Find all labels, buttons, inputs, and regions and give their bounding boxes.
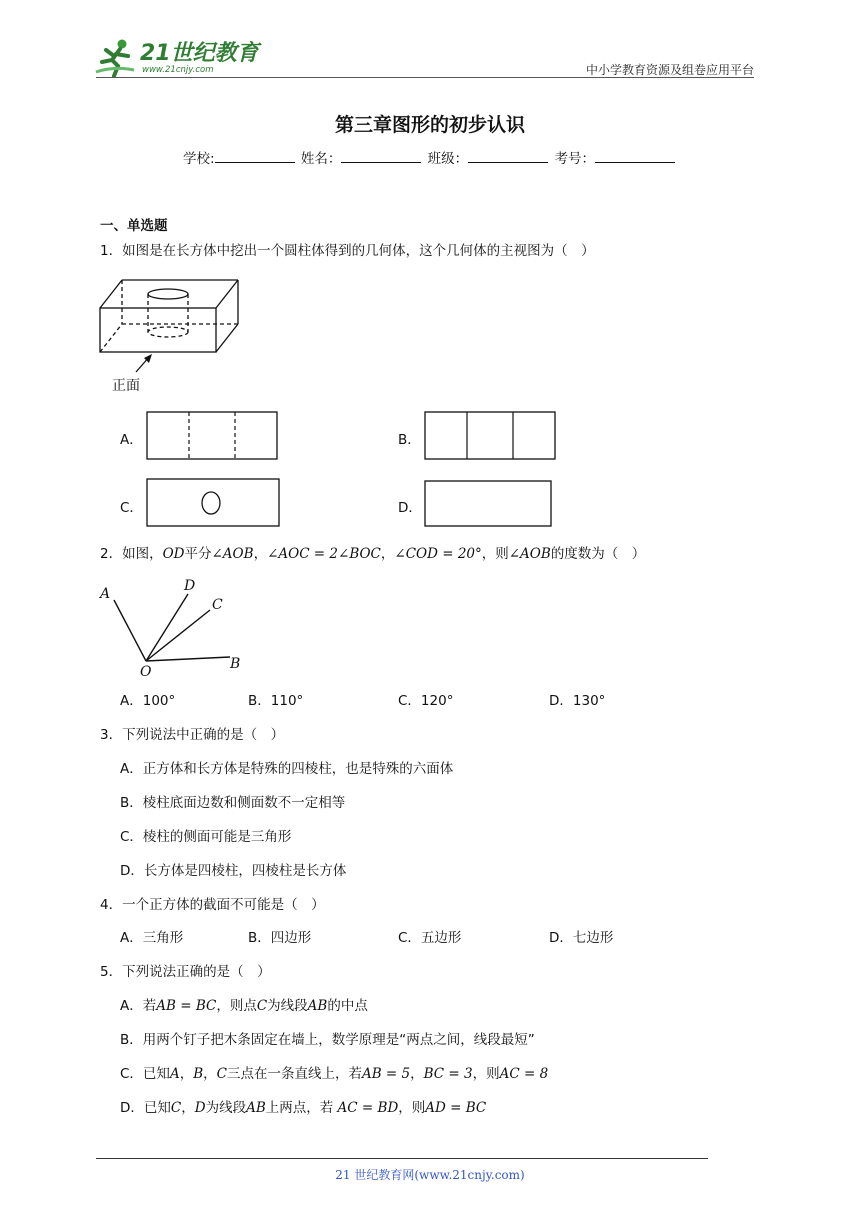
point-o-label: O [140,664,152,680]
q1-option-a-label[interactable]: A． [120,432,143,448]
q2-od: OD [162,546,185,562]
q1-option-a-figure[interactable] [146,411,278,460]
runner-icon [96,40,134,77]
q5-c-comma-3: ， [410,1066,424,1082]
section-heading: 一、单选题 [100,218,168,234]
q5-d-math-ac-bd: AC = BD [337,1100,399,1116]
q5-d-text-3: 上两点，若 [265,1100,338,1116]
q1-option-d-figure[interactable] [424,480,552,527]
class-label: 班级： [427,151,469,167]
footer-link[interactable]: 21 世纪教育网(www.21cnjy.com) [335,1168,525,1182]
q2-angle-figure [96,576,248,680]
q5-a-math-2: C [256,998,268,1014]
q5-d-math-ab: AB [246,1100,266,1116]
q2-option-c[interactable]: C．120° [398,693,454,709]
q4-stem: 4．一个正方体的截面不可能是（ ） [100,897,325,913]
logo-url: www.21cnjy.com [142,65,214,75]
exam-no-blank [595,149,675,163]
q2-num: 2．如图， [100,546,163,562]
q5-c-text-3: ，则 [472,1066,500,1082]
logo-text: 21世纪教育 [140,41,259,66]
q5-c-text-1: C．已知 [120,1066,170,1082]
q5-c-math-b: B [193,1066,204,1082]
q5-d-math-ad-bc: AD = BC [425,1100,487,1116]
q5-a-text-2: ，则点 [216,998,257,1014]
q5-a-text-3: 为线段 [267,998,308,1014]
q2-stem [100,545,645,563]
student-info-row [0,147,860,167]
q4-option-b[interactable]: B．四边形 [248,930,312,946]
q1-option-b-figure[interactable] [424,411,556,460]
q5-d-comma: ， [181,1100,195,1116]
q5-c-math-a: A [169,1066,180,1082]
name-blank [341,149,421,163]
exam-no-label: 考号： [554,151,595,167]
q2-eq-aoc: ∠AOC = 2∠BOC [267,546,381,562]
q2-text-bisects: 平分 [184,546,212,562]
q5-d-math-c: C [170,1100,182,1116]
front-label: 正面 [112,378,140,394]
q2-angle-aob: ∠AOB [211,546,254,562]
q4-option-a[interactable]: A．三角形 [120,930,184,946]
q1-option-c-figure[interactable] [146,478,280,527]
q2-option-b[interactable]: B．110° [248,693,304,709]
name-label: 姓名： [300,151,342,167]
q5-a-math-3: AB [307,998,328,1014]
q5-d-text-1: D．已知 [120,1100,171,1116]
q2-angle-aob-2: ∠AOB [508,546,551,562]
q1-stem: 1．如图是在长方体中挖出一个圆柱体得到的几何体，这个几何体的主视图为（ ） [100,243,595,259]
q3-option-a[interactable]: A．正方体和长方体是特殊的四棱柱，也是特殊的六面体 [120,761,454,777]
q3-option-b[interactable]: B．棱柱底面边数和侧面数不一定相等 [120,795,346,811]
point-c-label: C [212,597,223,613]
q5-c-comma-1: ， [179,1066,194,1082]
q1-option-b-label[interactable]: B． [398,432,421,448]
page-title: 第三章图形的初步认识 [334,114,525,136]
q5-c-math-ab: AB = 5 [361,1066,411,1082]
q2-option-d[interactable]: D．130° [549,693,606,709]
q2-option-a[interactable]: A．100° [120,693,176,709]
header-platform-text: 中小学教育资源及组卷应用平台 [585,63,754,77]
school-label: 学校: [183,151,215,167]
q5-option-d[interactable] [120,1099,486,1117]
q5-a-math-1: AB = BC [156,998,217,1014]
q5-option-c[interactable] [120,1065,548,1083]
q5-d-text-4: ，则 [398,1100,426,1116]
q5-c-text-2: 三点在一条直线上，若 [226,1066,362,1082]
site-logo [94,36,264,80]
q3-option-d[interactable]: D．长方体是四棱柱，四棱柱是长方体 [120,863,347,879]
q5-stem: 5．下列说法正确的是（ ） [100,964,271,980]
q2-text-degree: 的度数为（ ） [550,546,646,562]
q1-option-d-label[interactable]: D． [398,500,422,516]
q5-c-math-ac: AC = 8 [499,1066,549,1082]
q5-d-math-d: D [194,1100,206,1116]
q5-a-text-4: 的中点 [327,998,368,1014]
point-a-label: A [100,586,111,602]
q2-comma-2: ， [380,546,395,562]
q2-text-then: ，则 [481,546,509,562]
q5-c-math-bc: BC = 3 [423,1066,473,1082]
footer-divider [96,1158,708,1159]
q5-a-text-1: A．若 [120,998,157,1014]
q2-comma-1: ， [253,546,268,562]
q3-stem: 3．下列说法中正确的是（ ） [100,727,285,743]
point-b-label: B [230,656,241,672]
q5-option-a[interactable] [120,997,368,1015]
q5-d-text-2: 为线段 [205,1100,247,1116]
header-divider [96,77,754,78]
q5-c-comma-2: ， [203,1066,217,1082]
q5-c-math-c: C [216,1066,227,1082]
q4-option-c[interactable]: C．五边形 [398,930,462,946]
q5-option-b[interactable]: B．用两个钉子把木条固定在墙上，数学原理是“两点之间，线段最短” [120,1032,535,1048]
q3-option-c[interactable]: C．棱柱的侧面可能是三角形 [120,829,292,845]
class-blank [468,149,548,163]
q1-option-c-label[interactable]: C． [120,500,143,516]
q4-option-d[interactable]: D．七边形 [549,930,614,946]
point-d-label: D [184,578,196,594]
q2-eq-cod: ∠COD = 20° [394,546,482,562]
school-blank [215,149,295,163]
q1-solid-figure [96,274,246,398]
